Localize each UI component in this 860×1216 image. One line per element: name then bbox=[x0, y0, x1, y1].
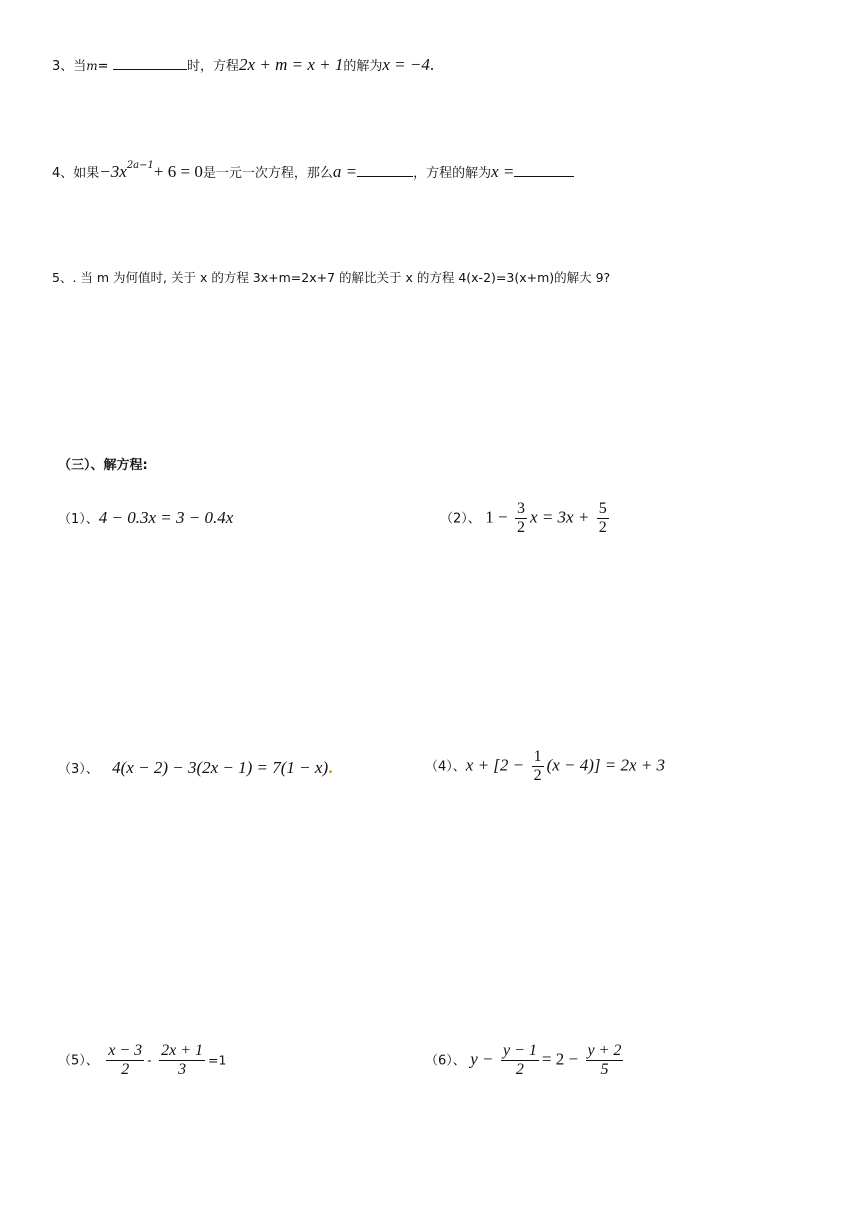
problem-4-fraction bbox=[532, 748, 544, 785]
q3-var-m: m bbox=[86, 59, 98, 73]
q3-answer-blank[interactable] bbox=[113, 57, 187, 70]
q4-solution-text: ，方程的解为 bbox=[413, 166, 492, 181]
fraction-denominator: 2 bbox=[515, 1061, 524, 1078]
problem-4-pre: x + [2 − bbox=[465, 755, 525, 775]
question-5: 5、. 当 m 为何值时, 关于 x 的方程 3x+m=2x+7 的解比关于 x 的方程 4(x-2)=3(x+m)的解大 9? bbox=[52, 270, 611, 285]
fraction-denominator: 2 bbox=[517, 519, 526, 536]
fraction-denominator: 2 bbox=[121, 1061, 130, 1078]
problem-2-mid: x = 3x + bbox=[530, 507, 590, 527]
problem-4-post: (x − 4)] = 2x + 3 bbox=[546, 755, 666, 775]
problem-2-label: （2）、 bbox=[440, 511, 481, 527]
q4-a-blank[interactable] bbox=[357, 164, 413, 177]
problem-6-fraction-b bbox=[586, 1042, 624, 1079]
q4-rest: + 6 = 0 bbox=[153, 162, 203, 181]
problem-6 bbox=[425, 1042, 626, 1079]
q3-period: . bbox=[429, 55, 435, 74]
q3-when-text: 时，方程 bbox=[187, 59, 240, 74]
q3-equals: = bbox=[97, 59, 109, 74]
problem-3 bbox=[58, 758, 333, 780]
problem-4-label: （4）、 bbox=[425, 759, 466, 775]
q3-number: 3、当 bbox=[52, 59, 87, 74]
problem-5 bbox=[58, 1042, 226, 1079]
fraction-numerator: 2x + 1 bbox=[161, 1042, 204, 1059]
fraction-numerator: 1 bbox=[533, 748, 542, 765]
q4-x-blank[interactable] bbox=[514, 164, 574, 177]
fraction-numerator: y − 1 bbox=[502, 1042, 537, 1059]
q3-equation: 2x + m = x + 1 bbox=[239, 55, 344, 74]
problem-3-label: （3）、 bbox=[58, 762, 99, 777]
problem-2-fraction-a bbox=[515, 500, 527, 537]
problem-3-equation: 4(x − 2) − 3(2x − 1) = 7(1 − x) bbox=[112, 758, 329, 777]
fraction-numerator: 5 bbox=[598, 500, 607, 517]
q4-term: −3x bbox=[99, 162, 127, 181]
problem-2 bbox=[440, 500, 612, 537]
problem-5-label: （5）、 bbox=[58, 1053, 99, 1069]
problem-6-pre: y − bbox=[470, 1049, 494, 1069]
q3-solution-text: 的解为 bbox=[343, 59, 383, 74]
fraction-denominator: 2 bbox=[533, 767, 542, 784]
problem-6-fraction-a bbox=[501, 1042, 539, 1079]
problem-1 bbox=[58, 508, 233, 530]
question-3 bbox=[52, 55, 434, 77]
fraction-numerator: y + 2 bbox=[587, 1042, 622, 1059]
fraction-denominator: 5 bbox=[600, 1061, 609, 1078]
problem-6-mid: = 2 − bbox=[541, 1049, 579, 1069]
q3-solution: x = −4 bbox=[382, 55, 430, 74]
problem-5-minus: - bbox=[147, 1052, 152, 1068]
fraction-numerator: 3 bbox=[517, 500, 526, 517]
problem-5-fraction-b bbox=[159, 1042, 205, 1079]
problem-4 bbox=[425, 748, 665, 785]
fraction-denominator: 3 bbox=[178, 1061, 187, 1078]
q4-exponent: 2a−1 bbox=[126, 160, 154, 171]
problem-2-fraction-b bbox=[597, 500, 609, 537]
question-4 bbox=[52, 162, 574, 185]
section-title: （三）、解方程: bbox=[58, 458, 148, 473]
problem-6-label: （6）、 bbox=[425, 1053, 466, 1069]
problem-1-label: （1）、 bbox=[58, 512, 99, 527]
problem-1-equation: 4 − 0.3x = 3 − 0.4x bbox=[98, 508, 234, 527]
q4-a-equals: a = bbox=[332, 162, 358, 181]
fraction-denominator: 2 bbox=[598, 519, 607, 536]
problem-2-pre: 1 − bbox=[485, 507, 508, 527]
q4-x-equals: x = bbox=[491, 162, 515, 181]
problem-5-fraction-a bbox=[106, 1042, 144, 1079]
q4-mid-text: 是一元一次方程，那么 bbox=[202, 166, 333, 181]
q4-number: 4、如果 bbox=[52, 166, 100, 181]
problem-3-dot: . bbox=[328, 761, 333, 777]
problem-5-rhs: =1 bbox=[208, 1052, 227, 1068]
fraction-numerator: x − 3 bbox=[108, 1042, 143, 1059]
